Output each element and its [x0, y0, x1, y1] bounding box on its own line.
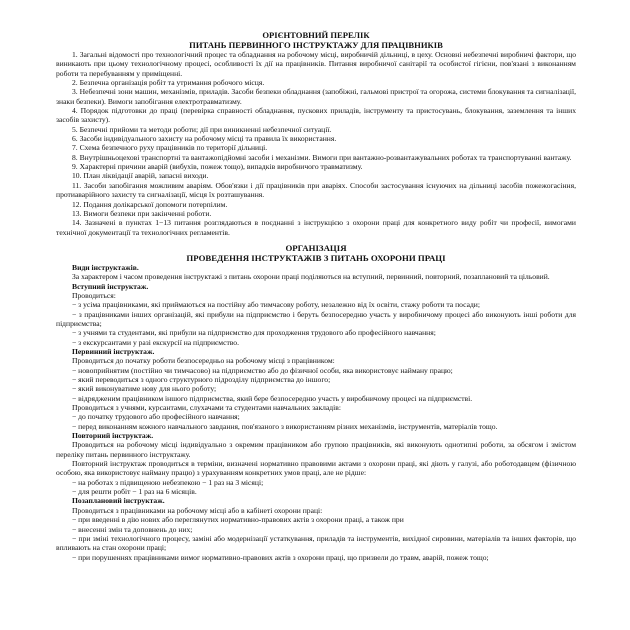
primary-lead-students: Проводиться з учнями, курсантами, слухачами та студентами навчальних закладів:	[72, 403, 341, 413]
list-item: − з екскурсантами у разі екскурсії на підприємство.	[72, 337, 239, 347]
repeat-text: Проводиться на робочому місці індивідуально з окремим працівником або групою працівників, які виконують однотипні роботи, за обсягом і змістом переліку питань первинного інструктажу.	[56, 440, 576, 459]
list-item: 2. Безпечна організація робіт та утримання робочого місця.	[72, 78, 265, 88]
list-item: − на роботах з підвищеною небезпекою − 1 раз на 3 місяці;	[72, 477, 264, 487]
list-item: 4. Порядок підготовки до праці (перевірка справності обладнання, пускових приладів, інструменту та пристосувань, блокування, заземлення та інших засобів захисту).	[56, 106, 576, 125]
repeat-heading: Повторний інструктаж.	[72, 431, 154, 441]
list-item: 11. Засоби запобігання можливим аваріям. Обов'язки і дії працівників при аваріях. Способи застосування існуючих на дільниці засобів пожежогасіння, протиаварійного захисту та сигналізації, місця їх розташування.	[56, 180, 576, 200]
list-item: − з учнями та студентами, які прибули на підприємство для проходження трудового або професійного навчання;	[72, 328, 436, 338]
list-item: − новоприйнятим (постійно чи тимчасово) на підприємство або до фізичної особи, яка використовує найману працю;	[72, 365, 453, 375]
repeat-text: Повторний інструктаж проводиться в терміни, визначені нормативно правовими актами з охорони праці, які діють у галузі, або роботодавцем (фізичною особою, яка використовує найману працю) з урахуванням конкретних умов праці, але не рідше:	[56, 459, 576, 478]
list-item: 13. Вимоги безпеки при закінченні роботи.	[72, 208, 212, 218]
instruction-topics-list	[56, 50, 576, 237]
primary-heading: Первинний інструктаж.	[72, 346, 155, 356]
list-item: 14. Зазначені в пунктах 1−13 питання розглядаються в поєднанні з інструкцією з охорони праці для конкретного виду робіт чи професії, вимогами технічної документації та технологічних регламентів.	[56, 218, 576, 237]
list-item: − для решти робіт − 1 раз на 6 місяців.	[72, 487, 197, 497]
section-subtitle: ПРОВЕДЕННЯ ІНСТРУКТАЖІВ З ПИТАНЬ ОХОРОНИ ПРАЦІ	[186, 252, 446, 263]
list-item: − який виконуватиме нову для нього роботу;	[72, 384, 217, 394]
types-text: За характером і часом проведення інструктажі з питань охорони праці поділяються на вступний, первинний, повторний, позаплановий та цільовий.	[72, 272, 550, 282]
list-item: 1. Загальні відомості про технологічний процес та обладнання на робочому місці, виробничій дільниці, в цеху. Основні небезпечні виробничі фактори, що виникають при цьому технологічному процесі, особливості їх дії на працівників. Питання виробничої санітарії та особистої гігієни, пов'язані з виконанням роботи та перебуванням у приміщенні.	[56, 50, 576, 78]
list-item: − відрядженим працівником іншого підприємства, який бере безпосередню участь у виробничому процесі на підприємстві.	[72, 393, 473, 403]
list-item: − при зміні технологічного процесу, заміні або модернізації устаткування, приладів та інструментів, вихідної сировини, матеріалів та інших факторів, що впливають на стан охорони праці;	[56, 533, 576, 553]
list-item: 7. Схема безпечного руху працівників по території дільниці.	[72, 143, 268, 153]
types-heading: Види інструктажів.	[72, 262, 139, 272]
list-item: − який переводиться з одного структурного підрозділу підприємства до іншого;	[72, 375, 331, 384]
unplanned-heading: Позаплановий інструктаж.	[72, 496, 165, 506]
list-item: − з усіма працівниками, які приймаються на постійну або тимчасову роботу, незалежно від їх освіти, стажу роботи та посади;	[72, 300, 480, 310]
list-item: − з працівниками інших організацій, які прибули на підприємство і беруть безпосередню участь у виробничому процесі або виконують інші роботи для підприємства;	[56, 309, 576, 328]
list-item: − до початку трудового або професійного навчання;	[72, 412, 240, 422]
list-item: 12. Подання долікарської допомоги потерпілим.	[72, 199, 228, 209]
list-item: 3. Небезпечні зони машин, механізмів, приладів. Засоби безпеки обладнання (запобіжні, гальмові пристрої та огорожа, системи блокування та сигналізації, знаки безпеки). Вимоги запобігання електротравматизму.	[56, 87, 576, 106]
section-title: ОРГАНІЗАЦІЯ	[285, 242, 347, 253]
unplanned-lead: Проводиться з працівниками на робочому місці або в кабінеті охорони праці:	[72, 505, 323, 515]
list-item: − при порушеннях працівниками вимог нормативно-правових актів з охорони праці, що призвели до травм, аварій, пожеж тощо;	[72, 552, 489, 562]
list-item: − при введенні в дію нових або переглянутих нормативно-правових актів з охорони праці, а також при	[72, 515, 404, 525]
list-item: 5. Безпечні прийоми та методи роботи; дії при виникненні небезпечної ситуації.	[72, 124, 332, 134]
list-item: − внесенні змін та доповнень до них;	[72, 524, 193, 534]
list-item: 10. План ліквідації аварій, запасні виходи.	[72, 171, 209, 181]
primary-lead: Проводиться до початку роботи безпосередньо на робочому місці з працівником:	[72, 356, 335, 366]
list-item: 9. Характерні причини аварій (вибухів, пожеж тощо), випадків виробничого травматизму.	[72, 162, 363, 172]
list-item: 6. Засоби індивідуального захисту на робочому місці та правила їх використання.	[72, 134, 337, 144]
list-item: − перед виконанням кожного навчального завдання, пов'язаного з використанням різних механізмів, інструментів, матеріалів тощо.	[72, 421, 498, 431]
list-title: ОРІЄНТОВНИЙ ПЕРЕЛІК	[262, 30, 370, 40]
intro-lead: Проводиться:	[72, 290, 116, 300]
list-item: 8. Внутрішньоцехові транспортні та вантажопідйомні засоби і механізми. Вимоги при вантажно-розвантажувальних роботах та транспортуванні вантажу.	[72, 152, 572, 162]
intro-heading: Вступний інструктаж.	[72, 281, 149, 291]
list-subtitle: ПИТАНЬ ПЕРВИННОГО ІНСТРУКТАЖУ ДЛЯ ПРАЦІВНИКІВ	[189, 40, 443, 50]
